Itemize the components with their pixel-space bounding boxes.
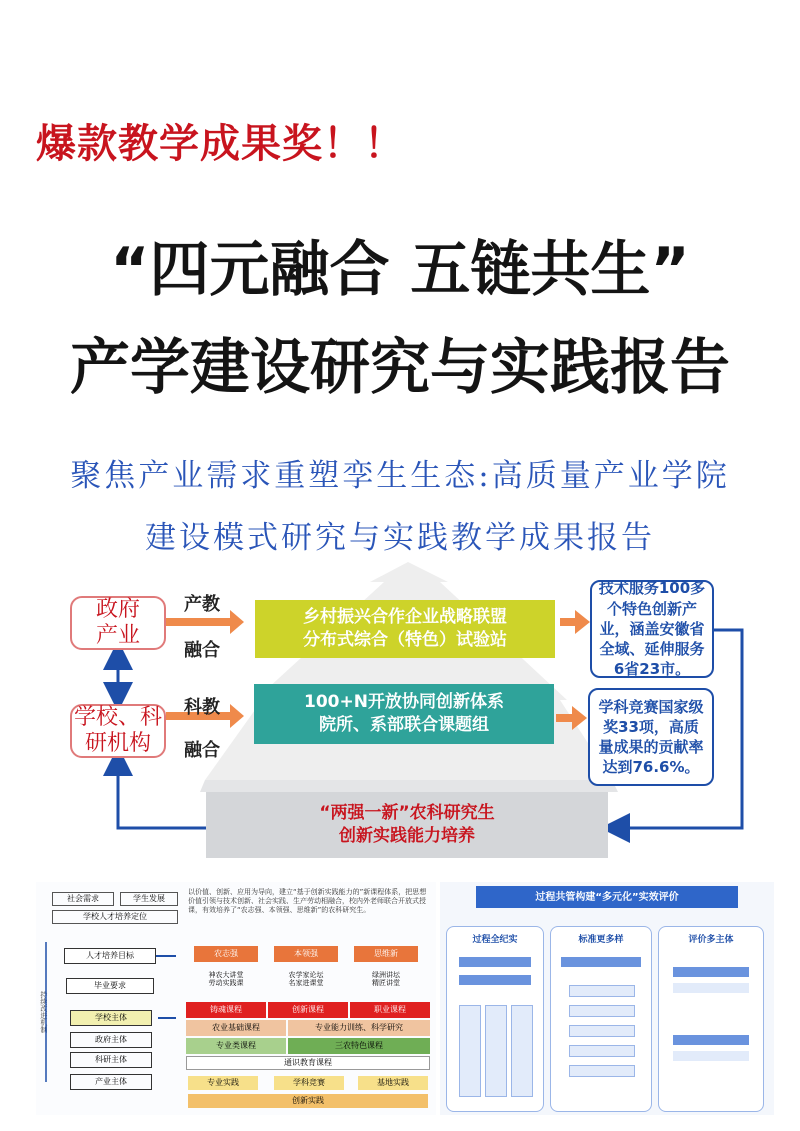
left-loop-line: [118, 758, 206, 828]
eval-column-2: [550, 926, 652, 1112]
course-career: 职业课程: [350, 1002, 430, 1018]
main-title-line2: 产学建设研究与实践报告: [70, 333, 730, 403]
red-headline: 爆款教学成果奖！！: [36, 120, 405, 167]
edge-label-sci-edu: 科教: [184, 697, 220, 718]
industry-subject-box: 产业主体: [70, 1074, 152, 1090]
evaluation-title: 过程共管构建“多元化”实效评价: [476, 886, 738, 908]
school-research-box: 学校、科 研机构: [70, 704, 166, 758]
eval-column-3: [658, 926, 764, 1112]
quality-note-3: 绿洲讲坛 精匠讲堂: [372, 971, 400, 987]
quality-thinking: 思维新: [354, 946, 418, 962]
talent-target-box: 人才培养目标: [64, 948, 156, 964]
course-major: 专业类课程: [186, 1038, 286, 1054]
course-sannong: 三农特色课程: [288, 1038, 430, 1054]
research-subject-box: 科研主体: [70, 1052, 152, 1068]
curriculum-system-photo: [36, 882, 436, 1115]
course-general: 通识教育课程: [186, 1056, 430, 1070]
eval-column-1: [446, 926, 544, 1112]
course-agri-basic: 农业基础课程: [186, 1020, 286, 1036]
eval-column-1-title: 过程全纪实: [472, 935, 518, 946]
gov-subject-box: 政府主体: [70, 1032, 152, 1048]
eval-column-2-title: 标准更多样: [578, 935, 624, 946]
subtitle-line2: 建设模式研究与实践教学成果报告: [145, 520, 655, 556]
practice-innovation: 创新实践: [188, 1094, 428, 1108]
base-slab-top: [200, 780, 618, 792]
eval-column-3-title: 评价多主体: [688, 935, 734, 946]
edge-label-fusion-2: 融合: [184, 740, 220, 761]
school-positioning-box: 学校人才培养定位: [52, 910, 178, 924]
subtitle-line1: 聚焦产业需求重塑孪生生态:高质量产业学院: [70, 458, 730, 494]
edge-label-fusion-1: 融合: [184, 640, 220, 661]
student-dev-box: 学生发展: [120, 892, 178, 906]
practice-competition: 学科竞赛: [274, 1076, 344, 1090]
quality-note-2: 农学家论坛 名家进课堂: [288, 971, 324, 987]
result-box-tech-service: 技术服务100多个特色创新产业，涵盖安徽省全域、延伸服务6省23市。: [590, 580, 714, 678]
tier-mid-teal: 100+N开放协同创新体系 院所、系部联合课题组: [254, 684, 554, 744]
course-soul: 铸魂课程: [186, 1002, 266, 1018]
tier-top-yellow: 乡村振兴合作企业战略联盟 分布式综合（特色）试验站: [255, 600, 555, 658]
orange-arrow-top-right: [560, 610, 590, 634]
quality-note-1: 神农大讲堂 劳动实践课: [208, 971, 244, 987]
government-industry-box: 政府 产业: [70, 596, 166, 650]
evaluation-photo: [440, 882, 774, 1115]
result-box-competition: 学科竞赛国家级奖33项，高质量成果的贡献率达到76.6%。: [588, 688, 714, 786]
graduation-req-box: 毕业要求: [66, 978, 154, 994]
tier-base-gray: “两强一新”农科研究生 创新实践能力培养: [206, 792, 608, 858]
course-prof-training: 专业能力训练、科学研究: [288, 1020, 430, 1036]
main-title-line1: “四元融合 五链共生”: [110, 235, 690, 305]
course-innovation: 创新课程: [268, 1002, 348, 1018]
edge-label-industry-edu: 产教: [184, 594, 220, 615]
curriculum-intro-text: 以价值、创新、应用为导向，建立“基于创新实践能力的”新课程体系，把思想价值引领与技术创新、社会实践、生产劳动相融合，校内外老师联合开放式授课，有效培养了“农志强、本领强、思维新”的农科研究生。: [188, 888, 427, 914]
pyramid-shape: [205, 562, 612, 780]
school-subject-box: 学校主体: [70, 1010, 152, 1026]
improve-mechanism-label: 持续改进机制: [39, 991, 48, 1033]
social-need-box: 社会需求: [52, 892, 114, 906]
practice-base: 基地实践: [358, 1076, 428, 1090]
quality-skill: 本领强: [274, 946, 338, 962]
practice-major: 专业实践: [188, 1076, 258, 1090]
quality-agri: 农志强: [194, 946, 258, 962]
framework-diagram: [0, 560, 800, 870]
